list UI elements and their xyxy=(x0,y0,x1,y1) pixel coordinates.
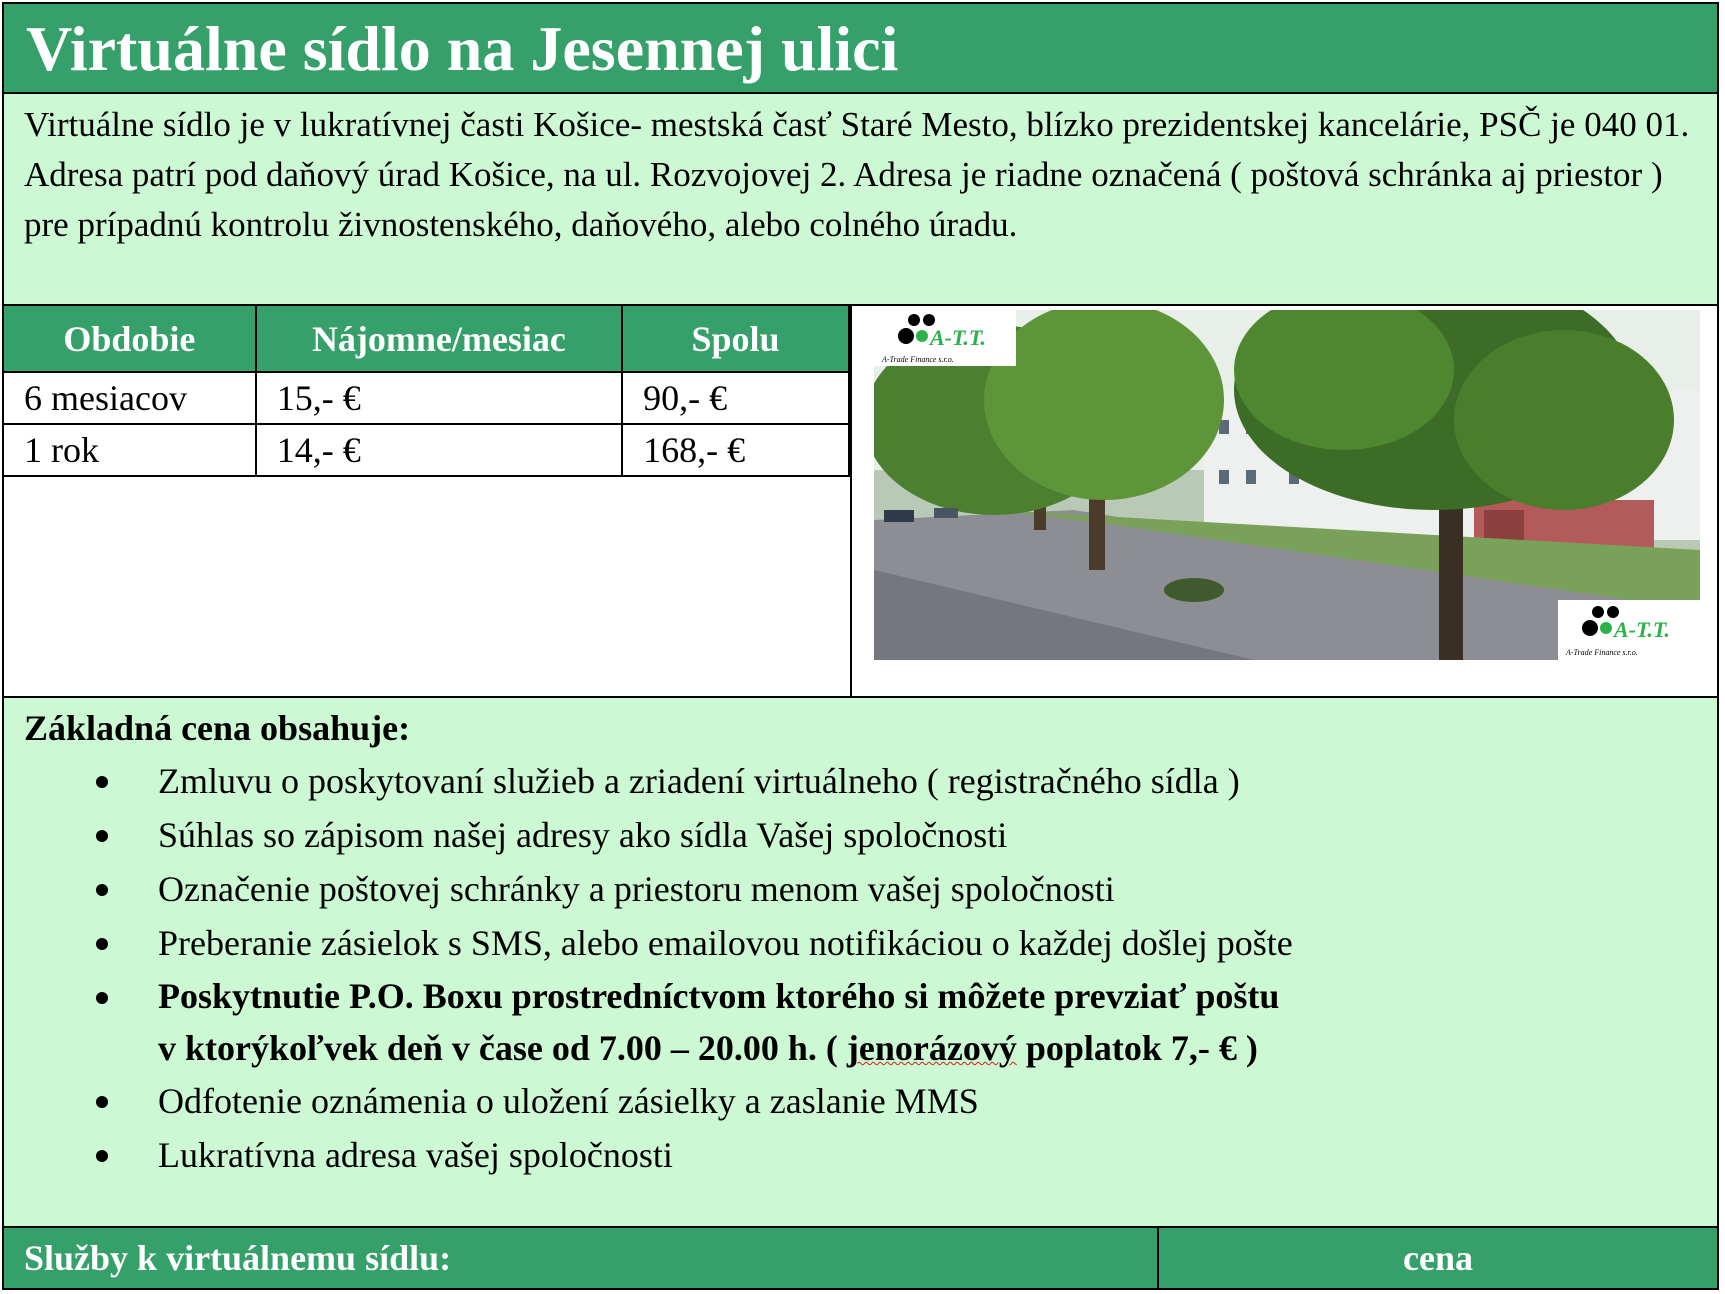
logo-text: A-T.T. xyxy=(930,325,986,350)
po-box-line-2a: v ktorýkoľvek deň v čase od 7.00 – 20.00 h. ( xyxy=(158,1028,847,1068)
logo-subtext: A-Trade Finance s.r.o. xyxy=(1566,648,1638,657)
intro-paragraph: Virtuálne sídlo je v lukratívnej časti Košice- mestská časť Staré Mesto, blízko prezidentskej kancelárie, PSČ je 040 01. Adresa patrí pod daňový úrad Košice, na ul. Rozvojovej 2. Adresa je riadne označená ( poštová schránka aj priestor ) pre prípadnú kontrolu živnostenského, daňového, alebo colného úradu. xyxy=(4,94,1717,306)
list-item-text: Odfotenie oznámenia o uložení zásielky a zaslanie MMS xyxy=(158,1081,979,1121)
list-item xyxy=(4,754,1604,808)
bullet-icon xyxy=(96,776,108,788)
list-item xyxy=(4,1128,1604,1182)
pricing-table xyxy=(4,306,850,477)
cell-total: 90,- € xyxy=(622,372,849,424)
header-total: Spolu xyxy=(622,306,849,372)
services-footer xyxy=(4,1228,1717,1288)
pricing-header-row xyxy=(4,306,849,372)
document-frame xyxy=(2,2,1719,1290)
cell-monthly-rent: 15,- € xyxy=(256,372,622,424)
cell-monthly-rent: 14,- € xyxy=(256,424,622,476)
included-list xyxy=(4,754,1604,1182)
logo-mark-icon xyxy=(1558,600,1700,660)
price-label: cena xyxy=(1403,1238,1473,1278)
photo-panel xyxy=(852,306,1717,696)
bullet-icon xyxy=(96,992,108,1004)
list-item-text: Zmluvu o poskytovaní služieb a zriadení virtuálneho ( registračného sídla ) xyxy=(158,761,1240,801)
po-box-line-1: Poskytnutie P.O. Boxu prostredníctvom ktorého si môžete prevziať poštu xyxy=(158,976,1280,1016)
logo-text: A-T.T. xyxy=(1614,617,1670,642)
pricing-panel xyxy=(4,306,852,696)
bullet-icon xyxy=(96,1096,108,1108)
included-heading: Základná cena obsahuje: xyxy=(24,708,411,748)
cell-total: 168,- € xyxy=(622,424,849,476)
cell-period: 1 rok xyxy=(4,424,256,476)
po-box-misspelled-word: jenorázový xyxy=(846,1028,1017,1068)
street-photo xyxy=(874,310,1700,660)
logo-mark-icon xyxy=(874,310,1016,366)
list-item-text: Preberanie zásielok s SMS, alebo emailovou notifikáciou o každej došlej pošte xyxy=(158,923,1293,963)
table-row xyxy=(4,424,849,476)
list-item-text: Súhlas so zápisom našej adresy ako sídla Vašej spoločnosti xyxy=(158,815,1008,855)
bullet-icon xyxy=(96,884,108,896)
header-monthly-rent: Nájomne/mesiac xyxy=(256,306,622,372)
list-item-text: Označenie poštovej schránky a priestoru menom vašej spoločnosti xyxy=(158,869,1115,909)
included-services-panel xyxy=(4,696,1717,1228)
list-item xyxy=(4,1074,1604,1128)
table-row xyxy=(4,372,849,424)
list-item-po-box xyxy=(4,970,1604,1074)
logo-subtext: A-Trade Finance s.r.o. xyxy=(882,355,954,364)
company-logo-top xyxy=(874,310,1016,366)
list-item xyxy=(4,808,1604,862)
po-box-line-2c: poplatok 7,- € ) xyxy=(1016,1028,1258,1068)
list-item xyxy=(4,916,1604,970)
header-period: Obdobie xyxy=(4,306,256,372)
bullet-icon xyxy=(96,938,108,950)
list-item xyxy=(4,862,1604,916)
list-item-text: Lukratívna adresa vašej spoločnosti xyxy=(158,1135,673,1175)
services-label: Služby k virtuálnemu sídlu: xyxy=(24,1238,452,1278)
bullet-icon xyxy=(96,830,108,842)
bullet-icon xyxy=(96,1150,108,1162)
page-title: Virtuálne sídlo na Jesennej ulici xyxy=(4,4,1717,94)
company-logo-bottom xyxy=(1558,600,1700,660)
cell-period: 6 mesiacov xyxy=(4,372,256,424)
